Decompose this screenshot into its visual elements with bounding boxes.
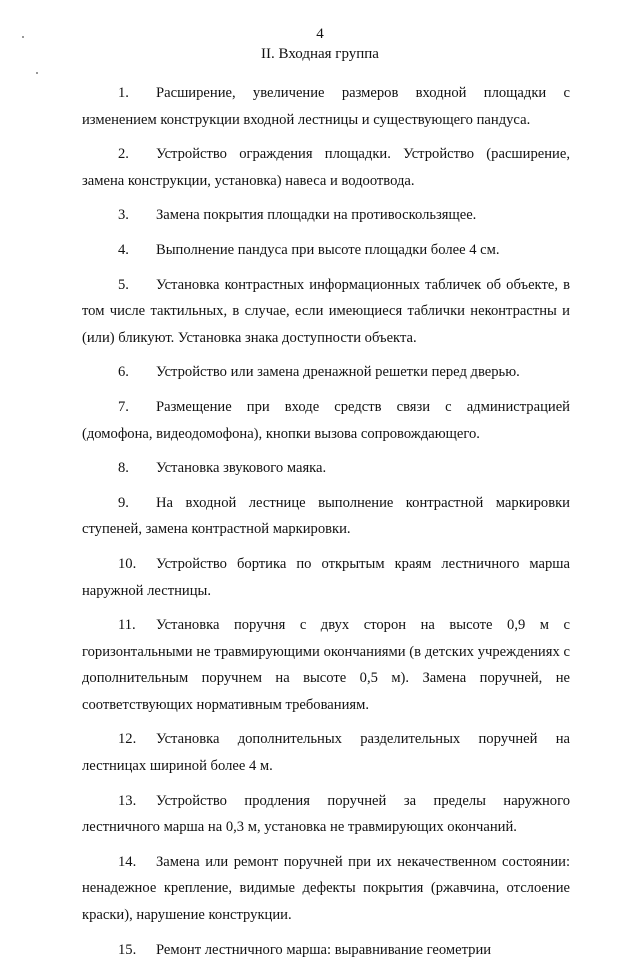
list-item xyxy=(82,788,570,841)
item-number: 12. xyxy=(118,731,137,748)
item-text: На входной лестнице выполнение контрастной маркировки ступеней, замена контрастной маркировки. xyxy=(82,494,570,538)
item-text: Устройство бортика по открытым краям лестничного марша наружной лестницы. xyxy=(82,555,570,599)
item-number: 4. xyxy=(118,241,129,258)
item-number: 6. xyxy=(118,364,129,381)
item-text: Устройство или замена дренажной решетки перед дверью. xyxy=(156,364,520,381)
list-item xyxy=(82,490,570,543)
item-number: 8. xyxy=(118,460,129,477)
list-item xyxy=(82,726,570,779)
item-text: Выполнение пандуса при высоте площадки более 4 см. xyxy=(156,241,500,258)
item-number: 14. xyxy=(118,853,137,870)
list-item xyxy=(82,141,570,194)
item-text: Ремонт лестничного марша: выравнивание геометрии xyxy=(156,941,492,958)
list-item xyxy=(82,455,570,482)
list-item xyxy=(82,394,570,447)
scan-speck xyxy=(36,72,38,74)
item-number: 3. xyxy=(118,207,129,224)
item-number: 13. xyxy=(118,792,137,809)
item-text: Установка звукового маяка. xyxy=(156,460,327,477)
list-item xyxy=(82,272,570,352)
list-item xyxy=(82,551,570,604)
item-text: Размещение при входе средств связи с администрацией (домофона, видеодомофона), кнопки вызова сопровождающего. xyxy=(82,398,570,442)
item-number: 1. xyxy=(118,85,129,101)
list-item xyxy=(82,937,570,964)
item-number: 5. xyxy=(118,276,129,293)
item-number: 11. xyxy=(118,617,136,634)
item-number: 2. xyxy=(118,146,129,163)
page-number: 4 xyxy=(316,26,324,42)
list-item xyxy=(82,359,570,386)
item-text: Установка контрастных информационных табличек об объекте, в том числе тактильных, в случае, если имеющиеся таблички неконтрастны и (или) бликуют. Установка знака доступности объекта. xyxy=(82,276,570,346)
list-item xyxy=(82,202,570,229)
item-text: Установка дополнительных разделительных поручней на лестницах шириной более 4 м. xyxy=(82,731,570,775)
item-text: Замена или ремонт поручней при их некачественном состоянии: ненадежное крепление, видимые дефекты покрытия (ржавчина, отслоение краски), нарушение конструкции. xyxy=(82,853,570,924)
item-list xyxy=(82,80,570,971)
list-item xyxy=(82,849,570,929)
item-text: Расширение, увеличение размеров входной площадки с изменением конструкции входной лестницы и существующего пандуса. xyxy=(82,85,570,128)
item-text: Устройство продления поручней за пределы наружного лестничного марша на 0,3 м, установка не травмирующих окончаний. xyxy=(82,792,570,836)
item-number: 10. xyxy=(118,555,137,572)
item-number: 9. xyxy=(118,494,129,511)
list-item xyxy=(82,237,570,264)
item-number: 15. xyxy=(118,941,137,958)
item-number: 7. xyxy=(118,398,129,415)
section-title: II. Входная группа xyxy=(261,46,379,62)
item-text: Устройство ограждения площадки. Устройство (расширение, замена конструкции, установка) навеса и водоотвода. xyxy=(82,146,570,189)
list-item xyxy=(82,612,570,718)
item-text: Замена покрытия площадки на противоскользящее. xyxy=(156,207,477,224)
item-text: Установка поручня с двух сторон на высоте 0,9 м с горизонтальными не травмирующими окончаниями (в детских учреждениях с дополнительным поручнем на высоте 0,5 м). Замена поручней, не соответствующих нормативным требованиям. xyxy=(82,617,570,713)
list-item xyxy=(82,80,570,133)
